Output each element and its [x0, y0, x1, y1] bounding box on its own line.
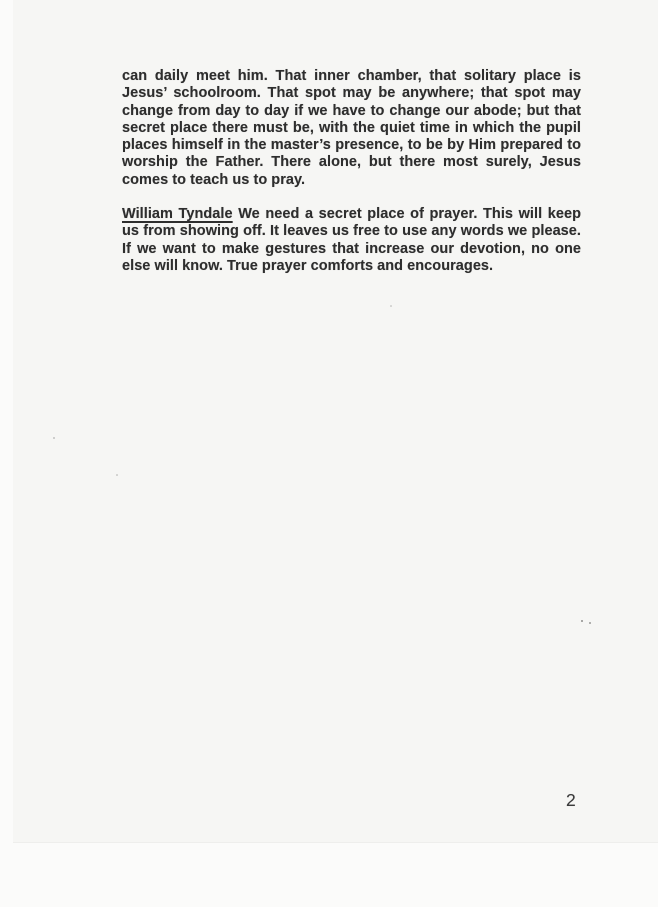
paragraph-2-text: We need a secret place of prayer. This will keep us from showing off. It leaves us free to use any words we please. If we want to make gestures that increase our devotion, no one else will know. True prayer comforts and encourages. — [122, 206, 581, 274]
scan-speck — [116, 474, 118, 476]
author-name: William Tyndale — [122, 206, 233, 223]
paper-sheet — [13, 0, 658, 843]
scan-speck — [581, 620, 583, 622]
scan-speck — [53, 437, 55, 439]
scan-speck — [589, 622, 591, 624]
text-block — [122, 68, 581, 275]
page-number: 2 — [566, 790, 576, 810]
paragraph-2 — [122, 206, 581, 275]
scan-speck — [390, 305, 392, 307]
paragraph-1: can daily meet him. That inner chamber, that solitary place is Jesus’ schoolroom. That spot may be anywhere; that spot may change from day to day if we have to change our abode; but that secret place there must be, with the quiet time in which the pupil places himself in the master’s presence, to be by Him prepared to worship the Father. There alone, but there most surely, Jesus comes to teach us to pray. — [122, 68, 581, 188]
